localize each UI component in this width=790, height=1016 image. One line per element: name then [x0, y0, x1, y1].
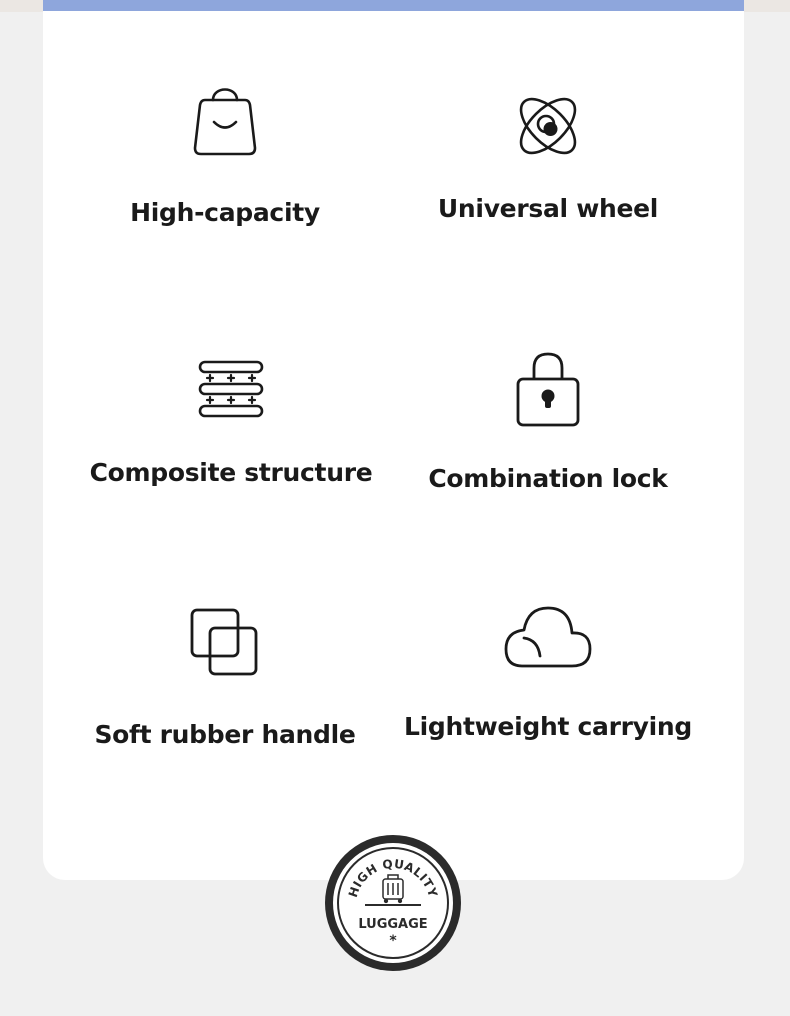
- feature-soft-rubber-handle: [65, 608, 385, 749]
- features-card: [43, 0, 744, 880]
- feature-combination-lock: [388, 350, 708, 493]
- overlap-squares-icon: [190, 608, 260, 678]
- cloud-icon: [502, 604, 594, 670]
- padlock-icon: [515, 350, 581, 428]
- feature-label: Combination lock: [428, 464, 668, 493]
- orbit-wheel-icon: [512, 90, 584, 162]
- seal-top-text: HIGH QUALITY: [345, 856, 441, 900]
- feature-label: Composite structure: [89, 458, 373, 487]
- feature-universal-wheel: [388, 90, 708, 223]
- feature-lightweight-carrying: [388, 604, 708, 741]
- quality-seal: [323, 833, 463, 973]
- feature-label: Lightweight carrying: [403, 712, 693, 741]
- feature-label: Soft rubber handle: [94, 720, 356, 749]
- feature-label: High-capacity: [130, 198, 320, 227]
- seal-graphic: [323, 833, 463, 973]
- feature-label: Universal wheel: [437, 194, 659, 223]
- seal-bottom-text: LUGGAGE: [358, 917, 428, 932]
- accent-bar: [43, 0, 744, 11]
- feature-high-capacity: [65, 78, 385, 227]
- shopping-bag-icon: [185, 78, 265, 158]
- feature-composite-structure: [71, 360, 391, 487]
- seal-star: *: [389, 933, 397, 949]
- layers-icon: [198, 360, 264, 418]
